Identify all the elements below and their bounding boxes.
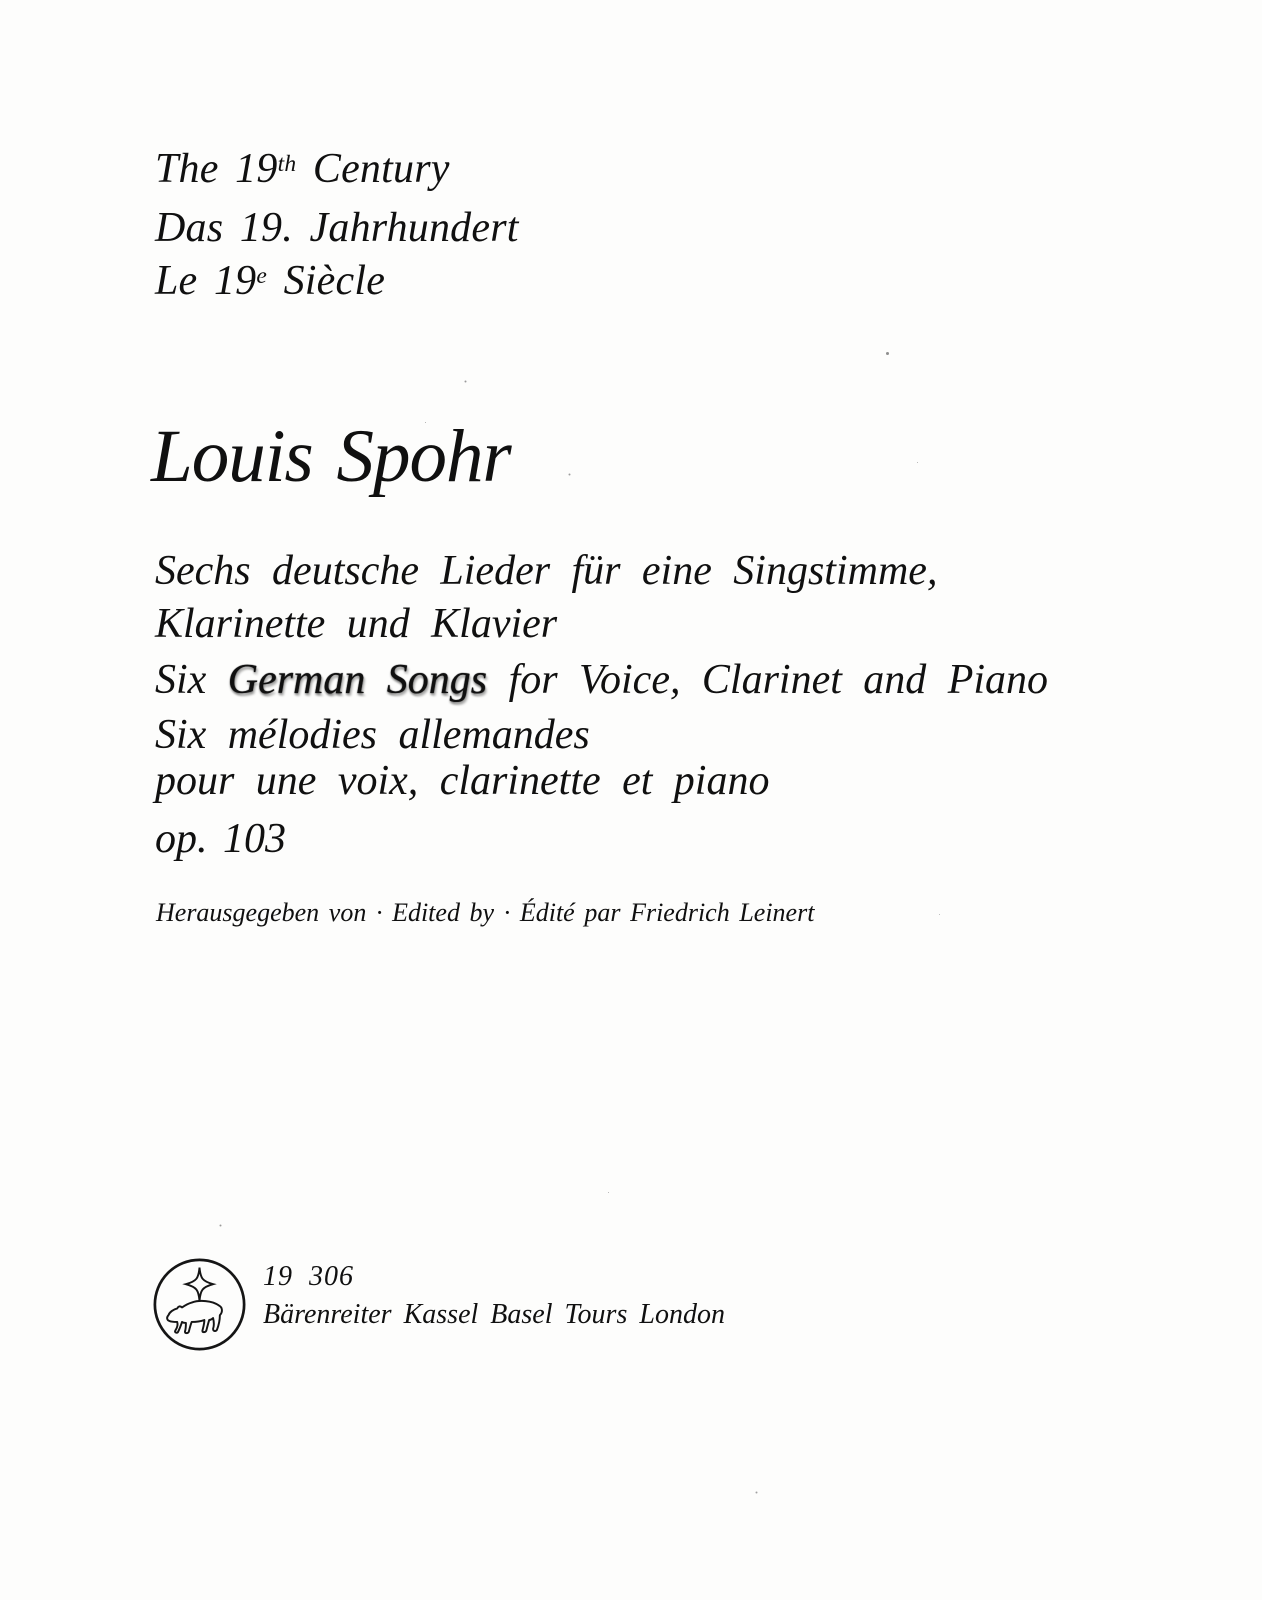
editor-credit-line: Herausgegeben von · Edited by · Édité par Friedrich Leinert	[156, 898, 815, 927]
superscript-e: e	[256, 262, 268, 289]
series-line-en	[155, 143, 519, 202]
superscript-th: th	[277, 150, 297, 177]
bear-icon	[167, 1301, 222, 1333]
composer-name: Louis Spohr	[151, 415, 511, 498]
title-german-line2: Klarinette und Klavier	[155, 601, 558, 647]
opus-number: op. 103	[155, 816, 287, 862]
publisher-text-block	[263, 1258, 725, 1334]
barenreiter-bear-star-icon	[151, 1256, 248, 1353]
plate-number: 19 306	[263, 1261, 354, 1292]
series-line-fr-text: Le 19	[155, 258, 257, 304]
star-icon	[186, 1268, 213, 1301]
series-line-de: Das 19. Jahrhundert	[155, 205, 519, 251]
series-line-en-text: The 19	[155, 146, 278, 192]
publisher-imprint: Bärenreiter Kassel Basel Tours London	[263, 1299, 725, 1330]
title-german-line1: Sechs deutsche Lieder für eine Singstimme,	[155, 548, 938, 594]
title-french-line1: Six mélodies allemandes	[155, 712, 590, 758]
series-line-fr	[155, 255, 519, 314]
title-french-line2: pour une voix, clarinette et piano	[155, 758, 770, 804]
publisher-logo	[151, 1256, 248, 1353]
title-english-pre: Six	[155, 657, 228, 703]
title-english-post: for Voice, Clarinet and Piano	[487, 657, 1049, 703]
scan-noise-specks	[886, 352, 889, 355]
title-english-smudged-words: German Songs	[227, 657, 488, 703]
series-line-en-text-rest: Century	[296, 146, 450, 192]
series-line-fr-text-rest: Siècle	[267, 258, 386, 304]
series-header	[155, 143, 519, 314]
title-english	[155, 656, 1048, 704]
